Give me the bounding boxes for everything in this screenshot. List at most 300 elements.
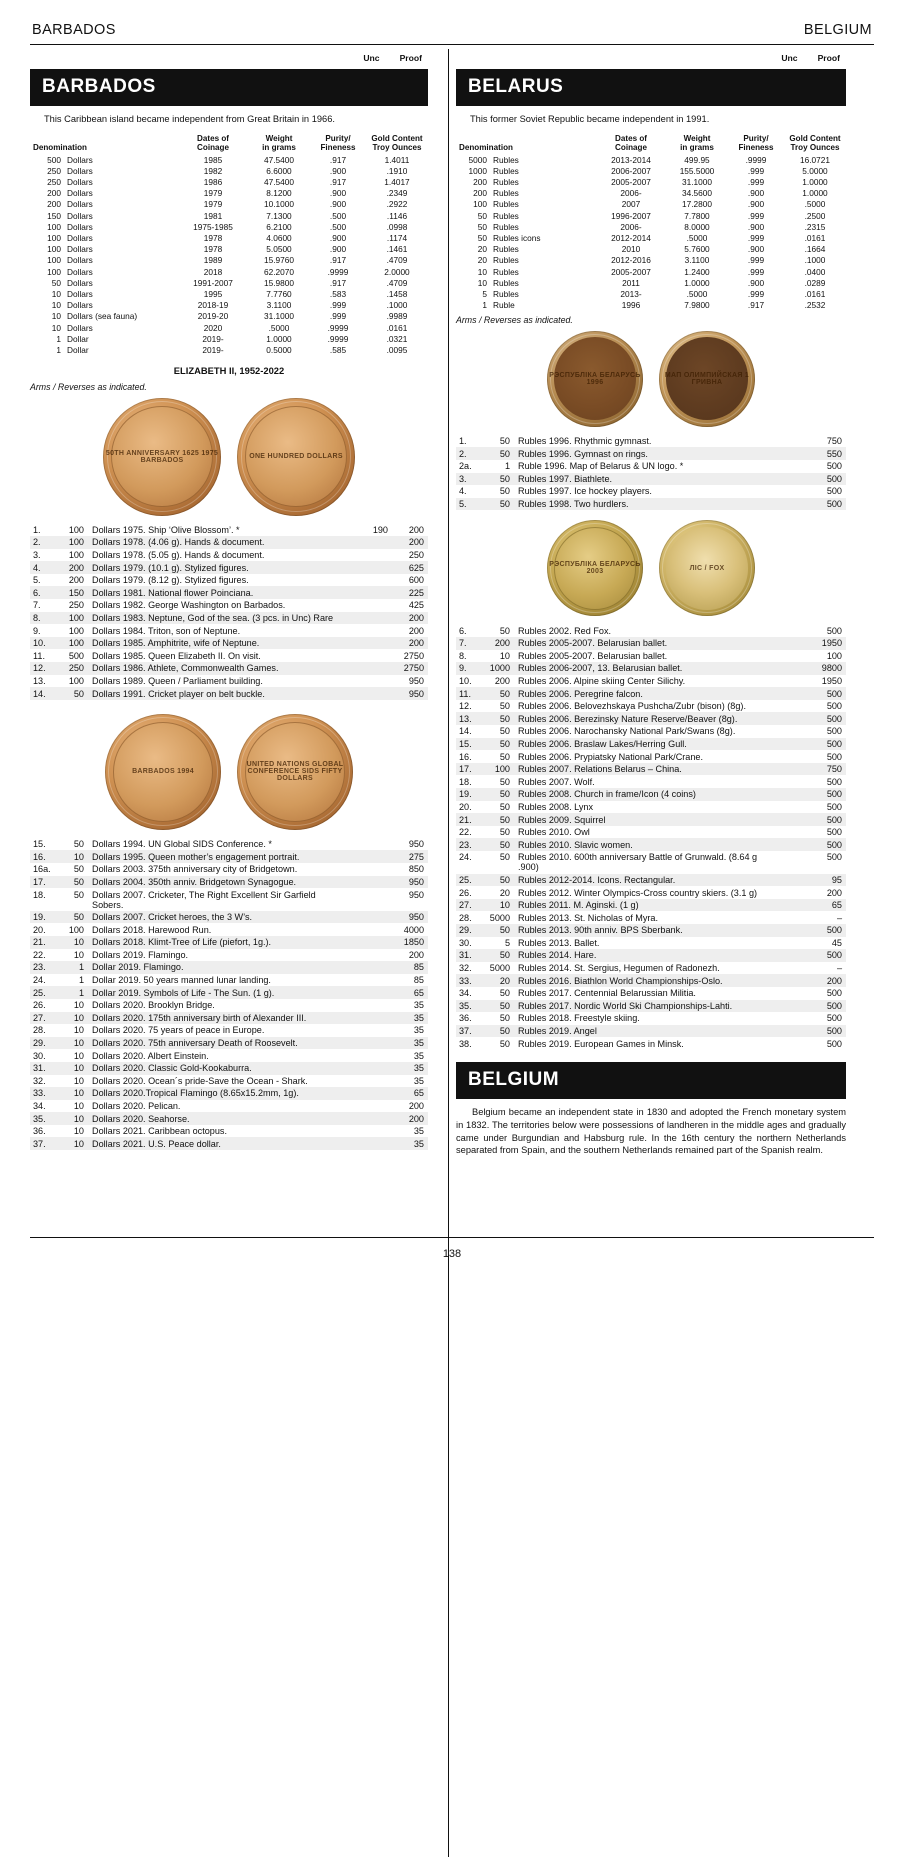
spec-weight: 7.7760 — [266, 288, 292, 299]
spec-purity: .900 — [747, 188, 765, 199]
listing-price-proof: 500 — [826, 1038, 842, 1049]
left-price-column-headers — [30, 53, 428, 63]
spec-gold-content: .2315 — [804, 221, 826, 232]
listing-row — [30, 1024, 428, 1037]
spec-dates: 2013-2014 — [611, 154, 651, 165]
listing-row — [456, 687, 846, 700]
listing-denomination: 250 — [56, 662, 86, 675]
listing-number: 2. — [456, 447, 482, 460]
listing-description: Rubles 2012. Winter Olympics-Cross country skiers. (3.1 g) — [518, 887, 758, 898]
listing-price-unc — [350, 549, 390, 562]
listing-description: Rubles 2018. Freestyle skiing. — [518, 1013, 640, 1024]
barbados-coin-images-top — [30, 398, 428, 516]
listing-row — [456, 937, 846, 950]
spec-denomination-name: Dollars — [67, 255, 93, 266]
spec-denomination-value: 200 — [473, 188, 487, 199]
listing-row — [456, 899, 846, 912]
listing-row — [30, 586, 428, 599]
listing-row — [456, 974, 846, 987]
spec-purity: .999 — [747, 165, 765, 176]
listing-price-proof: 65 — [390, 986, 428, 999]
spec-denomination-value: 200 — [47, 199, 61, 210]
listing-denomination: 50 — [482, 1025, 512, 1038]
listing-row — [30, 850, 428, 863]
listing-price-unc — [350, 637, 390, 650]
specs-row — [30, 188, 428, 199]
listing-price-unc — [768, 924, 808, 937]
listing-price-proof: 35 — [413, 1000, 424, 1011]
coin-legend: BARBADOS 1994 — [132, 768, 194, 776]
specs-row — [30, 311, 428, 322]
listing-price-proof: 200 — [808, 974, 846, 987]
listing-description: Rubles 2007. Relations Belarus – China. — [512, 763, 768, 776]
belarus-coin-images-top — [456, 331, 846, 427]
listing-denomination: 50 — [482, 813, 512, 826]
barbados-coin-images-mid — [30, 714, 428, 830]
listing-denomination: 50 — [499, 1013, 510, 1024]
listing-denomination: 100 — [68, 675, 84, 686]
spec-gold-content: .9989 — [386, 311, 408, 322]
spec-dates: 2020 — [203, 322, 223, 333]
spec-gold-content: 1.0000 — [802, 188, 828, 199]
spec-denomination-value: 5000 — [468, 154, 487, 165]
spec-denomination-name: Rubles — [493, 277, 519, 288]
listing-price-proof: 35 — [390, 1037, 428, 1050]
listing-denomination: 1 — [56, 986, 86, 999]
listing-number: 21. — [30, 936, 56, 949]
coin-image-sids-obverse — [105, 714, 221, 830]
spec-denomination-value: 50 — [477, 221, 487, 232]
listing-denomination: 1000 — [482, 662, 512, 675]
spec-denomination-name: Dollars — [67, 300, 93, 311]
listing-denomination: 50 — [73, 889, 84, 900]
spec-purity: .585 — [329, 344, 347, 355]
specs-header-denomination: Denomination — [33, 142, 87, 152]
listing-price-proof: 500 — [808, 813, 846, 826]
listing-description: Rubles 2017. Centennial Belarussian Militia. — [518, 988, 696, 999]
spec-dates: 1978 — [203, 233, 223, 244]
spec-purity: .900 — [329, 244, 347, 255]
listing-number: 5. — [456, 498, 482, 511]
spec-denomination-name: Dollars — [67, 165, 93, 176]
listing-denomination: 1 — [78, 975, 84, 986]
spec-weight: 1.0000 — [266, 333, 292, 344]
listing-price-proof: – — [836, 963, 842, 974]
listing-price-unc — [350, 561, 390, 574]
listing-number: 15. — [33, 839, 46, 850]
spec-denomination-value: 250 — [47, 177, 61, 188]
spec-denomination-value: 100 — [47, 233, 61, 244]
listing-denomination: 50 — [482, 1000, 512, 1013]
spec-denomination-name: Dollars — [67, 188, 93, 199]
listing-price-unc — [350, 599, 390, 612]
listing-price-unc — [350, 624, 390, 637]
specs-row — [456, 288, 846, 299]
running-head-right: BELGIUM — [803, 22, 872, 38]
listing-row — [456, 775, 846, 788]
spec-weight: 5.0500 — [266, 244, 292, 255]
spec-purity: .999 — [329, 300, 347, 311]
specs-row — [30, 210, 428, 221]
spec-denomination-value: 1 — [56, 333, 61, 344]
spec-gold-content: .2532 — [804, 300, 826, 311]
spec-purity: .917 — [329, 177, 347, 188]
listing-number: 29. — [30, 1037, 56, 1050]
coin-image-belarus-arms — [547, 331, 643, 427]
listing-number: 19. — [30, 911, 56, 924]
listing-description: Dollars 2020. Classic Gold-Kookaburra. — [86, 1062, 350, 1075]
listing-description: Dollar 2019. 50 years manned lunar landing. — [92, 975, 271, 986]
barbados-specs-table — [30, 134, 428, 356]
specs-header-denomination: Denomination — [459, 142, 513, 152]
listing-row — [456, 460, 846, 473]
listing-number: 2. — [30, 536, 56, 549]
listing-number: 27. — [456, 899, 482, 912]
spec-dates: 2019- — [202, 344, 224, 355]
spec-denomination-value: 50 — [51, 277, 61, 288]
listing-price-proof: 500 — [808, 473, 846, 486]
listing-description: Rubles 2006-2007, 13. Belarusian ballet. — [512, 662, 768, 675]
listing-row — [30, 549, 428, 562]
listing-row — [30, 1125, 428, 1138]
listing-description: Dollars 1978. (5.05 g). Hands & document. — [92, 550, 265, 560]
listing-price-proof: 85 — [413, 975, 424, 986]
spec-denomination-value: 10 — [477, 277, 487, 288]
spec-purity: .900 — [329, 165, 347, 176]
listing-price-proof: 95 — [808, 874, 846, 887]
spec-denomination-value: 5 — [482, 288, 487, 299]
spec-denomination-name: Dollar — [67, 333, 89, 344]
listing-denomination: 50 — [482, 788, 512, 801]
spec-weight: 17.2800 — [682, 199, 712, 210]
listing-price-unc — [350, 999, 390, 1012]
spec-dates: 1979 — [203, 199, 223, 210]
listing-description: Rubles 2010. Owl — [518, 827, 590, 838]
listing-description: Dollars 1985. Queen Elizabeth II. On visit. — [92, 650, 261, 661]
spec-denomination-name: Dollars — [67, 199, 93, 210]
spec-dates: 2007 — [621, 199, 641, 210]
listing-description: Dollars 2020. 75th anniversary Death of Roosevelt. — [86, 1037, 350, 1050]
listing-denomination: 50 — [73, 864, 84, 875]
coin-legend: 50TH ANNIVERSARY 1625 1975 BARBADOS — [105, 449, 219, 464]
listing-description: Dollars 2020. Albert Einstein. — [92, 1050, 209, 1061]
listing-price-unc — [350, 863, 390, 876]
spec-weight: 3.1100 — [266, 300, 292, 311]
proof-header: Proof — [817, 53, 840, 63]
listing-number: 37. — [30, 1137, 56, 1150]
listing-denomination: 10 — [73, 949, 84, 960]
listing-number: 11. — [33, 650, 45, 661]
listing-row — [456, 801, 846, 814]
spec-weight: 15.9760 — [264, 255, 294, 266]
listing-price-proof: 1950 — [821, 676, 842, 686]
listing-row — [30, 936, 428, 949]
listing-description: Dollars 1995. Queen mother’s engagement portrait. — [86, 850, 350, 863]
spec-purity: .999 — [747, 177, 765, 188]
specs-row — [456, 255, 846, 266]
specs-header-purity: Purity/ Fineness — [738, 133, 774, 152]
listing-price-proof: 250 — [408, 550, 424, 560]
listing-number: 33. — [30, 1087, 56, 1100]
specs-row — [456, 199, 846, 210]
listing-row — [30, 974, 428, 987]
listing-description: Rubles 2008. Lynx — [518, 801, 593, 812]
listing-price-unc — [350, 974, 390, 987]
listing-price-unc — [350, 1037, 390, 1050]
listing-price-proof: 45 — [831, 937, 842, 948]
listing-price-unc — [768, 1037, 808, 1050]
listing-price-proof: 200 — [408, 1101, 424, 1111]
running-head — [30, 22, 874, 42]
listing-price-unc — [350, 1024, 390, 1037]
listing-number: 10. — [459, 676, 472, 686]
listing-denomination: 500 — [68, 650, 84, 661]
coin-legend: ЛІС / FOX — [689, 564, 725, 572]
listing-price-unc — [768, 435, 808, 448]
spec-purity: .500 — [329, 210, 347, 221]
listing-description: Rubles 2010. Slavic women. — [512, 838, 768, 851]
spec-gold-content: .0161 — [386, 322, 408, 333]
country-banner-barbados: BARBADOS — [30, 69, 428, 106]
listing-number: 3. — [33, 550, 41, 560]
spec-gold-content: .0321 — [386, 333, 408, 344]
listing-description: Rubles 2006. Braslaw Lakes/Herring Gull. — [512, 738, 768, 751]
spec-dates: 1996-2007 — [611, 210, 651, 221]
listing-price-proof: 275 — [390, 850, 428, 863]
spec-denomination-name: Dollars — [67, 210, 93, 221]
spec-gold-content: .0400 — [804, 266, 826, 277]
listing-price-proof: 35 — [390, 1012, 428, 1025]
unc-header: Unc — [363, 53, 380, 63]
spec-dates: 2019- — [202, 333, 224, 344]
specs-row — [456, 177, 846, 188]
listing-number: 25. — [456, 874, 482, 887]
listing-price-proof: 1950 — [808, 637, 846, 650]
spec-gold-content: 5.0000 — [802, 165, 828, 176]
listing-price-unc — [768, 447, 808, 460]
spec-dates: 2006- — [620, 188, 642, 199]
listing-price-proof: 9800 — [808, 662, 846, 675]
listing-denomination: 50 — [56, 911, 86, 924]
specs-row — [456, 188, 846, 199]
listing-price-unc: 190 — [372, 524, 388, 535]
specs-row — [30, 165, 428, 176]
specs-row — [30, 288, 428, 299]
listing-row — [456, 813, 846, 826]
listing-description: Dollars 1983. Neptune, God of the sea. (3 pcs. in Unc) Rare — [86, 612, 350, 625]
spec-denomination-name: Rubles — [493, 177, 519, 188]
listing-price-unc — [768, 498, 808, 511]
listing-row — [456, 473, 846, 486]
listing-denomination: 50 — [499, 751, 510, 762]
specs-row — [456, 266, 846, 277]
spec-weight: 7.7800 — [684, 210, 710, 221]
listing-price-unc — [350, 662, 390, 675]
listing-description: Rubles 2006. Narochansky National Park/Swans (8g). — [518, 726, 736, 737]
listing-price-unc — [350, 574, 390, 587]
specs-row — [30, 300, 428, 311]
listing-description: Dollars 1984. Triton, son of Neptune. — [92, 625, 241, 636]
spec-gold-content: .4709 — [386, 255, 408, 266]
listing-price-proof: 500 — [826, 801, 842, 812]
belarus-intro: This former Soviet Republic became independent in 1991. — [470, 114, 710, 124]
listing-price-proof: 750 — [808, 763, 846, 776]
listing-denomination: 10 — [56, 1112, 86, 1125]
listing-denomination: 150 — [56, 586, 86, 599]
listing-price-unc — [768, 851, 808, 874]
spec-dates: 1996 — [621, 300, 641, 311]
listing-number: 16. — [30, 850, 56, 863]
listing-denomination: 100 — [68, 524, 84, 535]
spec-dates: 1985 — [203, 154, 223, 165]
spec-weight: 6.2100 — [266, 221, 292, 232]
barbados-listing-1-body — [30, 524, 428, 700]
spec-purity: .999 — [329, 311, 347, 322]
spec-gold-content: .1664 — [804, 244, 826, 255]
spec-denomination-name: Ruble — [493, 300, 515, 311]
listing-price-proof: 200 — [390, 612, 428, 625]
listing-number: 3. — [456, 473, 482, 486]
spec-gold-content: .1174 — [386, 233, 408, 244]
right-column — [438, 53, 846, 1167]
listing-number: 13. — [33, 675, 46, 686]
listing-description: Dollars 2018. Klimt-Tree of Life (piefort, 1g.). — [86, 936, 350, 949]
listing-row — [456, 924, 846, 937]
spec-dates: 2018-19 — [197, 300, 229, 311]
listing-price-proof: 225 — [390, 586, 428, 599]
spec-weight: .5000 — [268, 322, 290, 333]
spec-denomination-value: 10 — [51, 311, 61, 322]
listing-number: 28. — [33, 1025, 46, 1036]
listing-price-unc — [768, 813, 808, 826]
listing-denomination: 1 — [56, 961, 86, 974]
barbados-intro: This Caribbean island became independent from Great Britain in 1966. — [44, 114, 335, 124]
listing-number: 2a. — [459, 461, 472, 472]
listing-price-unc — [768, 937, 808, 950]
listing-description: Dollars 1986. Athlete, Commonwealth Games. — [86, 662, 350, 675]
listing-description: Rubles 1996. Gymnast on rings. — [512, 447, 768, 460]
listing-description: Rubles 2002. Red Fox. — [518, 625, 612, 636]
listing-price-unc — [350, 936, 390, 949]
listing-description: Rubles 2005-2007. Belarusian ballet. — [518, 650, 668, 661]
listing-row — [30, 863, 428, 876]
spec-purity: .917 — [329, 154, 347, 165]
spec-dates: 1975-1985 — [193, 221, 233, 232]
listing-price-unc — [350, 911, 390, 924]
left-column — [30, 53, 438, 1167]
spec-dates: 2012-2016 — [611, 255, 651, 266]
listing-row — [456, 624, 846, 637]
listing-denomination: 200 — [56, 561, 86, 574]
listing-price-unc — [350, 649, 390, 662]
spec-denomination-value: 1000 — [468, 165, 487, 176]
spec-gold-content: .2922 — [386, 199, 408, 210]
spec-denomination-name: Dollars (sea fauna) — [67, 311, 138, 322]
listing-description: Dollar 2019. Symbols of Life - The Sun. (1 g). — [86, 986, 350, 999]
listing-description: Rubles 2006. Alpine skiing Center Silichy. — [518, 676, 686, 686]
listing-price-unc — [350, 586, 390, 599]
spec-purity: .917 — [329, 255, 347, 266]
spec-gold-content: .2349 — [386, 188, 408, 199]
column-divider — [448, 49, 449, 1857]
listing-row — [456, 826, 846, 839]
listing-price-unc — [350, 612, 390, 625]
listing-denomination: 10 — [56, 1062, 86, 1075]
spec-denomination-value: 10 — [51, 322, 61, 333]
spec-denomination-name: Rubles — [493, 255, 519, 266]
listing-price-unc — [350, 986, 390, 999]
spec-denomination-name: Rubles icons — [493, 233, 541, 244]
listing-price-proof: 200 — [408, 524, 424, 535]
listing-description: Dollars 2003. 375th anniversary city of Bridgetown. — [92, 864, 298, 875]
spec-purity: .900 — [329, 188, 347, 199]
listing-price-proof: 425 — [408, 600, 424, 611]
listing-price-proof: 35 — [413, 1126, 424, 1137]
listing-number: 9. — [456, 662, 482, 675]
belarus-listing-1 — [456, 435, 846, 511]
specs-row — [30, 154, 428, 165]
listing-price-proof: 950 — [408, 839, 424, 850]
belarus-listing-2 — [456, 624, 846, 1050]
spec-gold-content: .2500 — [804, 210, 826, 221]
listing-denomination: 50 — [482, 498, 512, 511]
spec-purity: .500 — [329, 221, 347, 232]
listing-price-proof: 500 — [826, 827, 842, 838]
coin-image-red-fox-obverse — [547, 520, 643, 616]
spec-purity: .9999 — [327, 322, 349, 333]
listing-row — [30, 624, 428, 637]
listing-description: Dollars 2020.Tropical Flamingo (8.65x15.2mm, 1g). — [86, 1087, 350, 1100]
specs-row — [456, 244, 846, 255]
listing-row — [30, 923, 428, 936]
listing-description: Dollars 2020. Brooklyn Bridge. — [92, 1000, 215, 1011]
listing-price-unc — [350, 1112, 390, 1125]
listing-number: 28. — [459, 912, 472, 923]
spec-weight: 31.1000 — [682, 177, 712, 188]
listing-number: 7. — [456, 637, 482, 650]
listing-row — [456, 763, 846, 776]
spec-denomination-name: Rubles — [493, 210, 519, 221]
listing-price-unc — [768, 624, 808, 637]
listing-price-proof: 950 — [408, 889, 424, 900]
listing-price-proof: 65 — [390, 1087, 428, 1100]
listing-price-proof: 35 — [413, 1050, 424, 1061]
listing-description: Dollars 1975. Ship ‘Olive Blossom’. * — [92, 524, 240, 535]
specs-row — [456, 232, 846, 243]
specs-row — [30, 322, 428, 333]
specs-header-purity: Purity/ Fineness — [320, 133, 356, 152]
listing-row — [456, 949, 846, 962]
listing-description: Dollars 2020. Ocean´s pride-Save the Ocean - Shark. — [92, 1075, 308, 1086]
barbados-specs-body — [30, 154, 428, 355]
listing-row — [30, 1087, 428, 1100]
listing-row — [30, 662, 428, 675]
listing-price-unc — [768, 662, 808, 675]
listing-price-unc — [768, 775, 808, 788]
belgium-intro: Belgium became an independent state in 1830 and adopted the French monetary system in 1832. The territories below were possessions of landheren in the middle ages and gradually came under Burgundian and Habsburg rule. In the 16th century the northern Netherlands separated from Spain, and the southern Netherlands remained part of the Spanish realm. — [456, 1106, 846, 1156]
listing-description: Rubles 2019. Angel — [512, 1025, 768, 1038]
listing-row — [30, 524, 428, 537]
listing-row — [456, 874, 846, 887]
spec-weight: 5.7600 — [684, 244, 710, 255]
listing-number: 37. — [456, 1025, 482, 1038]
listing-description: Rubles 2005-2007. Belarusian ballet. — [512, 637, 768, 650]
listing-denomination: 50 — [499, 776, 510, 787]
listing-denomination: 100 — [56, 612, 86, 625]
two-column-body — [30, 53, 874, 1167]
listing-description: Dollars 2020. 75 years of peace in Europe. — [92, 1025, 265, 1036]
spec-denomination-value: 20 — [477, 244, 487, 255]
